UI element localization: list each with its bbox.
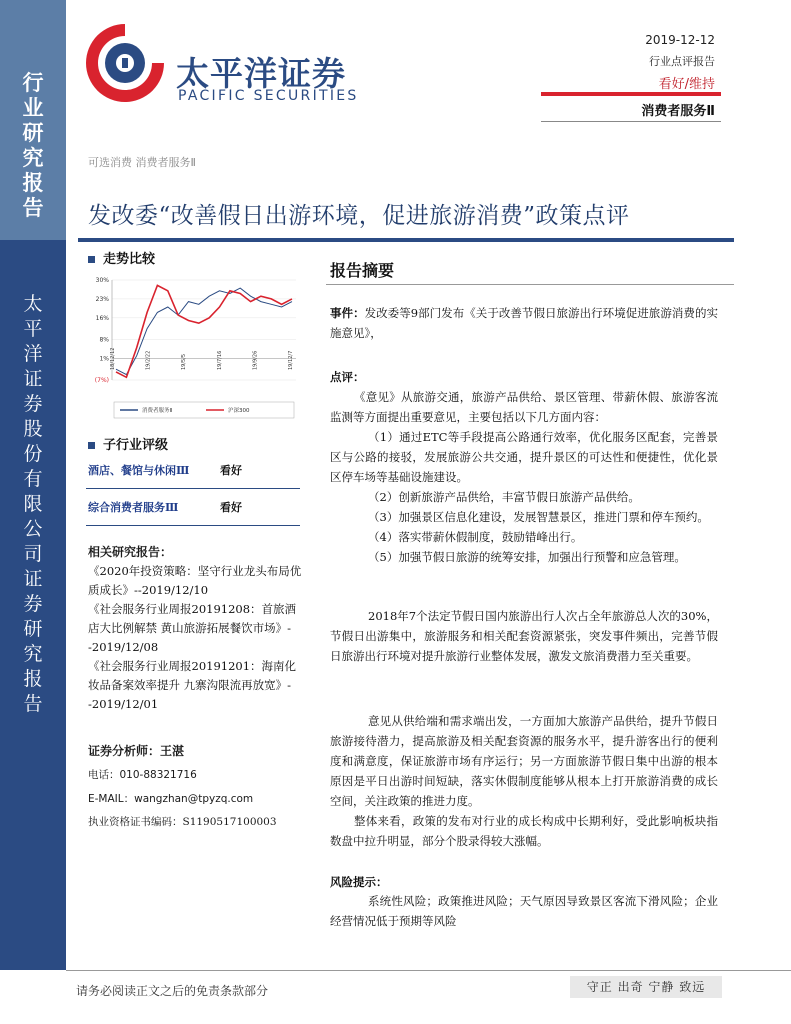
sidebar-bottom-band: [0, 240, 66, 970]
comment-body: [330, 387, 718, 567]
trend-heading-text: 走势比较: [103, 252, 156, 267]
comment-item: （1）通过ETC等手段提高公路通行效率，优化服务区配套，完善景区与公路的接驳，发展旅游公共交通，提升景区的可达性和便捷性，优化景区停车场等基础设施建设。: [330, 430, 718, 484]
y-tick-label: 8%: [99, 336, 109, 344]
logo-chinese-name: 太平洋证券: [176, 54, 346, 93]
sub-industry-table: [86, 452, 300, 526]
risk-text: 系统性风险；政策推进风险；天气原因导致景区客流下滑风险；企业经营情况低于预期等风险: [330, 894, 718, 928]
comment-item: （4）落实带薪休假制度，鼓励错峰出行。: [368, 530, 583, 544]
analysis-paragraph: 意见从供给端和需求端出发，一方面加大旅游产品供给，提升节假日旅游接待潜力，提高旅游及相关配套资源的服务水平，提升游客出行的便利度和满意度，保证旅游市场有序运行；另一方面旅游节假日集中出游的根本原因是平日出游时间短缺，落实休假制度能够从根本上打开旅游消费的成长空间，关注政策的推进力度。: [330, 714, 718, 808]
series-line: [116, 285, 292, 377]
legend-label: 沪深300: [228, 408, 250, 414]
industry-rating: 看好/维持: [658, 77, 715, 92]
event-text: 发改委等9部门发布《关于改善节假日旅游出行环境促进旅游消费的实施意见》，: [330, 306, 718, 340]
x-axis-ticks: [110, 348, 294, 370]
x-tick-label: 18/12/12: [110, 347, 116, 370]
analyst-heading: 证券分析师：王湛: [88, 744, 185, 758]
sidebar-company-name: 太 平 洋 证 券 股 份 有 限 公 司 证 券 研 究 报 告: [23, 293, 43, 715]
footer-disclaimer: 请务必阅读正文之后的免责条款部分: [76, 984, 269, 998]
sidebar-top-band: [0, 0, 66, 240]
y-tick-label: 23%: [95, 295, 109, 303]
analysis-paragraph: 整体来看，政策的发布对行业的成长构成中长期利好，受此影响板块指数盘中拉升明显，部分个股录得较大涨幅。: [330, 814, 718, 848]
sub-industry-rating: 看好: [220, 501, 242, 514]
x-tick-label: 19/2/22: [145, 350, 152, 370]
event-label: 事件：: [330, 306, 365, 320]
square-bullet-icon: [88, 256, 95, 263]
series-line: [116, 288, 292, 375]
sub-industry-name: 酒店、餐馆与休闲Ⅲ: [88, 463, 190, 477]
summary-rule: [326, 284, 734, 285]
trend-heading: [88, 248, 155, 267]
sub-industry-name: 综合消费者服务Ⅲ: [88, 500, 179, 514]
legend-frame: [114, 402, 294, 418]
related-report-link[interactable]: 《社会服务行业周报20191208：首旅酒店大比例解禁 黄山旅游拓展餐饮市场》--2019/12/08: [88, 602, 297, 654]
comment-intro: 《意见》从旅游交通，旅游产品供给、景区管理、带薪休假、旅游客流监测等方面提出重要意见，主要包括以下几方面内容：: [330, 390, 718, 424]
sidebar-report-type: 行 业 研 究 报 告: [22, 70, 44, 220]
header-red-rule: [541, 92, 721, 96]
footer-motto: 守正 出奇 宁静 致远: [570, 976, 722, 998]
chart-gridlines: [112, 280, 296, 380]
sub-industry-heading-text: 子行业评级: [103, 438, 169, 453]
sub-industry-rating: 看好: [220, 464, 242, 477]
square-bullet-icon: [88, 442, 95, 449]
title-rule: [78, 238, 734, 242]
report-category: 行业点评报告: [649, 55, 715, 68]
table-row: [86, 489, 300, 526]
x-tick-label: 19/9/26: [252, 350, 259, 370]
y-tick-label: (7%): [94, 377, 109, 384]
stat-paragraph: 2018年7个法定节假日国内旅游出行人次占全年旅游总人次的30%，节假日出游集中，旅游服务和相关配套资源紧张，突发事件频出，完善节假日旅游出行环境对提升旅游行业整体发展，激发文旅消费潜力至关重要。: [330, 609, 718, 663]
related-reports-list: [88, 562, 303, 714]
y-axis-ticks: [95, 277, 109, 384]
related-reports-heading: 相关研究报告：: [88, 545, 173, 559]
table-row: [86, 452, 300, 489]
analysis-paragraphs: [330, 711, 718, 851]
breadcrumb: 可选消费 消费者服务Ⅱ: [88, 156, 196, 169]
comment-item: （5）加强节假日旅游的统筹安排，加强出行预警和应急管理。: [368, 550, 686, 564]
summary-heading: 报告摘要: [330, 261, 395, 280]
footer-rule: [66, 970, 791, 971]
comment-label: 点评：: [330, 370, 365, 384]
analyst-cert: 执业资格证书编码：S1190517100003: [88, 816, 277, 828]
risk-label: 风险提示：: [330, 875, 388, 889]
page-title: 发改委“改善假日出游环境，促进旅游消费”政策点评: [88, 203, 630, 229]
x-tick-label: 19/7/16: [216, 350, 223, 370]
header-thin-rule: [541, 121, 721, 122]
chart-legend: [114, 402, 294, 418]
y-tick-label: 1%: [99, 355, 109, 363]
pacific-securities-logo-icon: [82, 20, 168, 106]
legend-label: 消费者服务Ⅱ: [142, 408, 173, 414]
analyst-email[interactable]: E-MAIL：wangzhan@tpyzq.com: [88, 793, 254, 805]
related-report-link[interactable]: 《社会服务行业周报20191201：海南化妆品备案效率提升 九寨沟限流再放宽》--2019/12/01: [88, 659, 297, 711]
chart-series: [116, 285, 292, 377]
report-date: 2019-12-12: [645, 33, 715, 47]
related-report-link[interactable]: 《2020年投资策略：坚守行业龙头布局优质成长》--2019/12/10: [88, 564, 302, 597]
comment-item: （3）加强景区信息化建设，发展智慧景区，推进门票和停车预约。: [368, 510, 709, 524]
event-paragraph: [330, 303, 718, 343]
analyst-phone: 电话：010-88321716: [88, 769, 197, 781]
logo-english-name: PACIFIC SECURITIES: [178, 88, 359, 104]
y-tick-label: 16%: [95, 314, 109, 322]
industry-label: 消费者服务Ⅱ: [641, 104, 715, 119]
trend-chart: [86, 270, 302, 422]
x-tick-label: 19/5/5: [181, 353, 188, 370]
x-tick-label: 19/12/7: [288, 350, 294, 370]
y-tick-label: 30%: [95, 277, 109, 284]
sub-industry-heading: [88, 434, 168, 453]
comment-item: （2）创新旅游产品供给，丰富节假日旅游产品供给。: [368, 490, 640, 504]
